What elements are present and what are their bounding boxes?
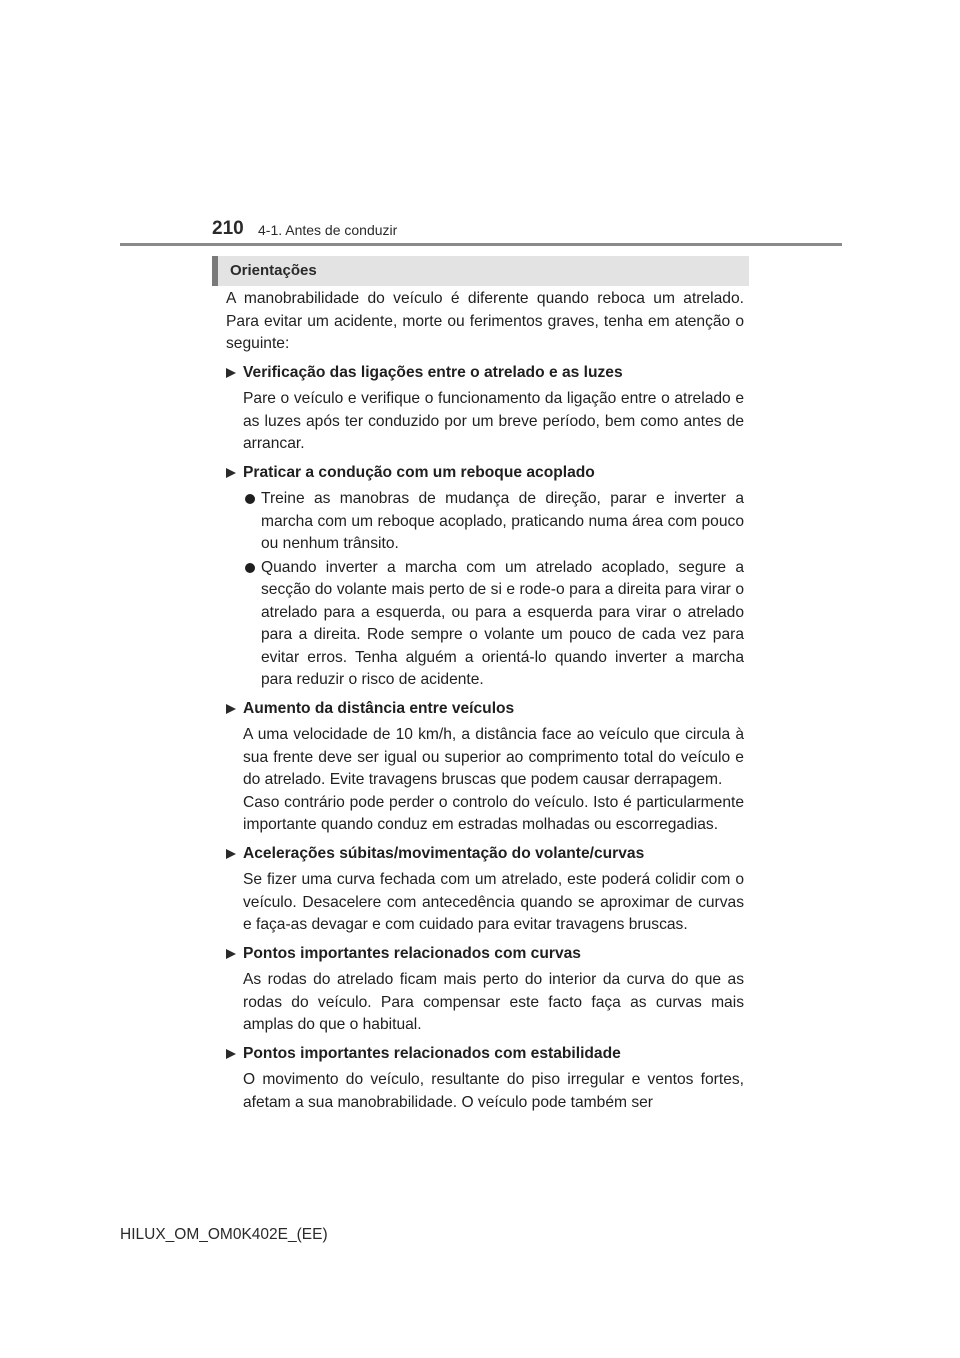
list-item xyxy=(226,362,744,456)
item-title-text: Praticar a condução com um reboque acoplado xyxy=(243,463,595,481)
item-body: O movimento do veículo, resultante do piso irregular e ventos fortes, afetam a sua manobrabilidade. O veículo pode também ser xyxy=(243,1071,744,1111)
bullet-item xyxy=(243,488,744,556)
item-title-text: Acelerações súbitas/movimentação do volante/curvas xyxy=(243,844,645,862)
dot-bullet-icon xyxy=(245,494,255,504)
item-title-text: Aumento da distância entre veículos xyxy=(243,699,515,717)
item-title xyxy=(226,362,744,385)
list-item xyxy=(226,843,744,937)
page-number: 210 xyxy=(212,218,244,239)
item-body: As rodas do atrelado ficam mais perto do interior da curva do que as rodas do veículo. Para compensar este facto faça as curvas mais amplas do que o habitual. xyxy=(243,971,744,1033)
section-path: 4-1. Antes de conduzir xyxy=(258,222,398,238)
intro-paragraph: A manobrabilidade do veículo é diferente quando reboca um atrelado. Para evitar um acidente, morte ou ferimentos graves, tenha em atenção o seguinte: xyxy=(226,290,744,352)
item-title xyxy=(226,843,744,866)
list-item xyxy=(226,462,744,692)
item-title-text: Verificação das ligações entre o atrelado e as luzes xyxy=(243,363,623,381)
document-code: HILUX_OM_OM0K402E_(EE) xyxy=(120,1226,328,1243)
dot-bullet-icon xyxy=(245,563,255,573)
list-item xyxy=(226,1043,744,1115)
section-heading-bar xyxy=(212,256,749,286)
header-divider xyxy=(120,243,842,246)
list-item xyxy=(226,698,744,837)
item-title xyxy=(226,462,744,485)
triangle-bullet-icon xyxy=(226,704,236,714)
bullet-list xyxy=(226,488,744,692)
item-title-text: Pontos importantes relacionados com estabilidade xyxy=(243,1044,621,1062)
item-title xyxy=(226,1043,744,1066)
item-body: Pare o veículo e verifique o funcionamento da ligação entre o atrelado e as luzes após ter conduzido por um breve período, bem como antes de arrancar. xyxy=(243,390,744,452)
triangle-bullet-icon xyxy=(226,368,236,378)
bullet-text: Quando inverter a marcha com um atrelado acoplado, segure a secção do volante mais perto de si e rode-o para a direita para virar o atrelado para a esquerda, ou para a esquerda para virar o atrelado para a direita. Rode sempre o volante um pouco de cada vez para evitar erros. Tenha alguém a orientá-lo quando inverter a marcha para reduzir o risco de acidente. xyxy=(261,558,744,688)
bullet-item xyxy=(243,557,744,692)
triangle-bullet-icon xyxy=(226,849,236,859)
item-body: A uma velocidade de 10 km/h, a distância face ao veículo que circula à sua frente deve ser igual ou superior ao comprimento total do veículo e do atrelado. Evite travagens bruscas que podem causar derrapagem. xyxy=(243,726,744,788)
list-item xyxy=(226,943,744,1037)
triangle-bullet-icon xyxy=(226,949,236,959)
item-title xyxy=(226,698,744,721)
triangle-bullet-icon xyxy=(226,468,236,478)
item-title-text: Pontos importantes relacionados com curvas xyxy=(243,944,581,962)
item-title xyxy=(226,943,744,966)
triangle-bullet-icon xyxy=(226,1049,236,1059)
section-heading: Orientações xyxy=(230,262,317,279)
main-content xyxy=(226,288,744,1114)
item-body: Se fizer uma curva fechada com um atrelado, este poderá colidir com o veículo. Desacelere com antecedência quando se aproximar de curvas e faça-as devagar e com cuidado para evitar travagens bruscas. xyxy=(243,871,744,933)
bullet-text: Treine as manobras de mudança de direção, parar e inverter a marcha com um reboque acoplado, praticando numa área com pouco ou nenhum trânsito. xyxy=(261,490,744,552)
item-body-continued: Caso contrário pode perder o controlo do veículo. Isto é particularmente importante quando conduz em estradas molhadas ou escorregadias. xyxy=(243,793,744,833)
